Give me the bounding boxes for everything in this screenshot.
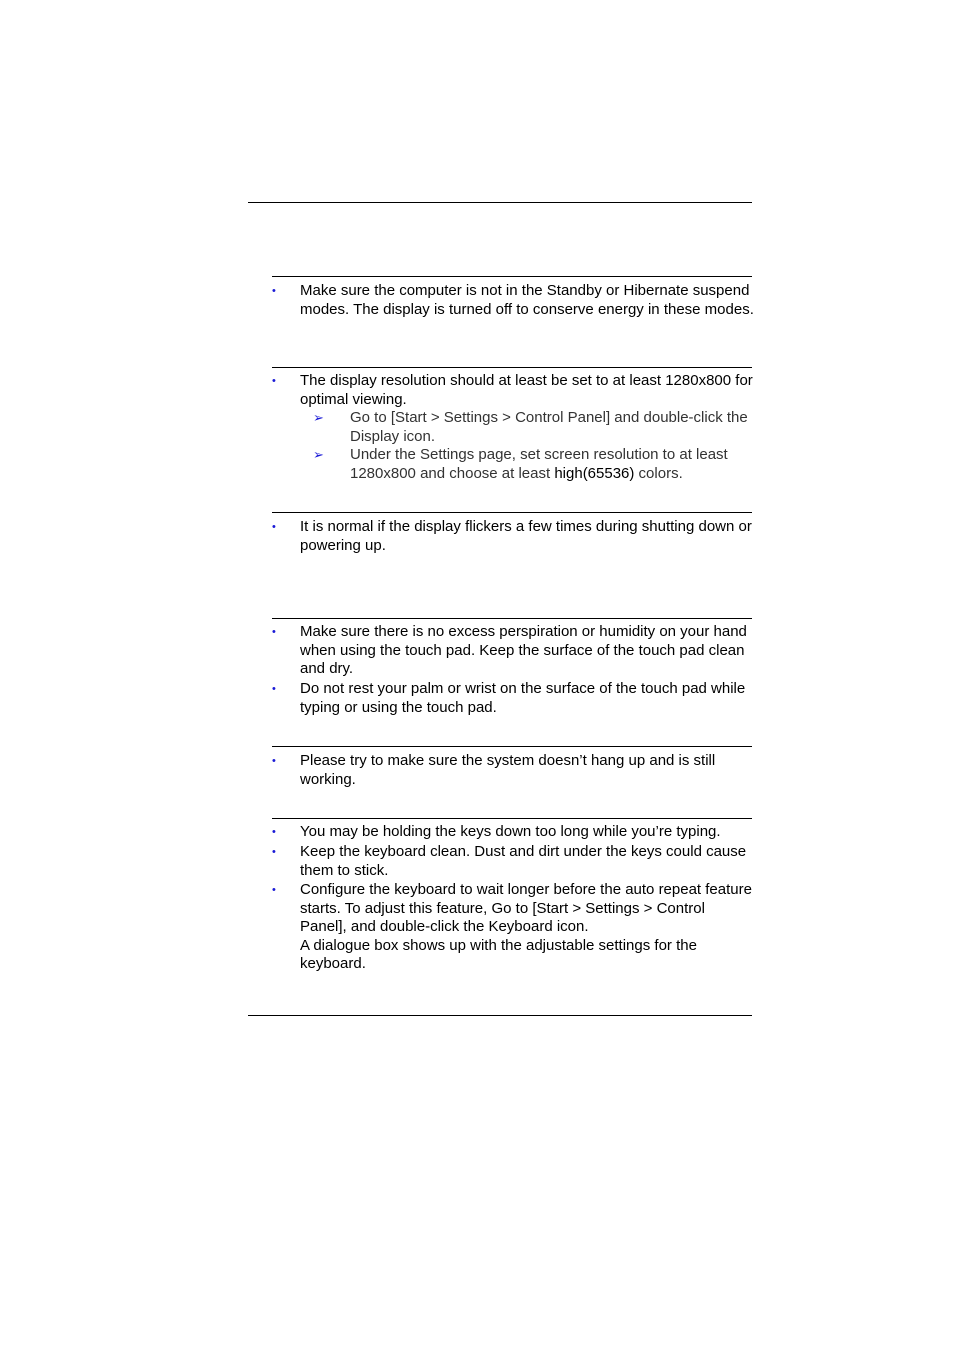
list-item: Make sure there is no excess perspiration or humidity on your hand when using the touch pad. Keep the surface of the touch pad clean and dry. [300, 623, 747, 677]
section-divider [272, 818, 752, 819]
list-item [300, 881, 755, 974]
top-rule [248, 202, 752, 203]
sub-list-item: Go to [Start > Settings > Control Panel] and double-click the Display icon. [350, 409, 748, 445]
arrow-bullet-icon: ➢ [313, 410, 324, 425]
section-divider [272, 746, 752, 747]
bullet-icon: • [272, 285, 276, 297]
bullet-icon: • [272, 826, 276, 838]
list-item: Keep the keyboard clean. Dust and dirt under the keys could cause them to stick. [300, 843, 747, 879]
bottom-rule [248, 1015, 752, 1016]
list-item: It is normal if the display flickers a few times during shutting down or powering up. [300, 518, 752, 554]
section-divider [272, 367, 752, 368]
sub-text-before: Under the Settings page, set screen resolution to at least 1280x800 and choose at least [350, 446, 728, 482]
bullet-icon: • [272, 375, 276, 387]
list-item-paragraph: Configure the keyboard to wait longer before the auto repeat feature starts. To adjust this feature, Go to [Start > Settings > Control Panel], and double-click the Keyboard icon. [300, 881, 752, 935]
sub-list-item [350, 446, 755, 483]
bullet-icon: • [272, 626, 276, 638]
list-item: You may be holding the keys down too long while you’re typing. [300, 823, 721, 840]
section-divider [272, 618, 752, 619]
bullet-icon: • [272, 521, 276, 533]
sub-text-emphasis: high(65536) [554, 464, 635, 482]
arrow-bullet-icon: ➢ [313, 447, 324, 462]
sub-text-after: colors. [634, 464, 683, 482]
list-item: Do not rest your palm or wrist on the surface of the touch pad while typing or using the touch pad. [300, 680, 746, 716]
bullet-icon: • [272, 683, 276, 695]
bullet-icon: • [272, 884, 276, 896]
bullet-icon: • [272, 846, 276, 858]
list-item: Make sure the computer is not in the Standby or Hibernate suspend modes. The display is turned off to conserve energy in these modes. [300, 282, 754, 318]
list-item-paragraph: A dialogue box shows up with the adjustable settings for the keyboard. [300, 936, 697, 972]
section-divider [272, 512, 752, 513]
section-divider [272, 276, 752, 277]
list-item: Please try to make sure the system doesn’t hang up and is still working. [300, 752, 716, 788]
list-item: The display resolution should at least be set to at least 1280x800 for optimal viewing. [300, 372, 753, 408]
bullet-icon: • [272, 755, 276, 767]
